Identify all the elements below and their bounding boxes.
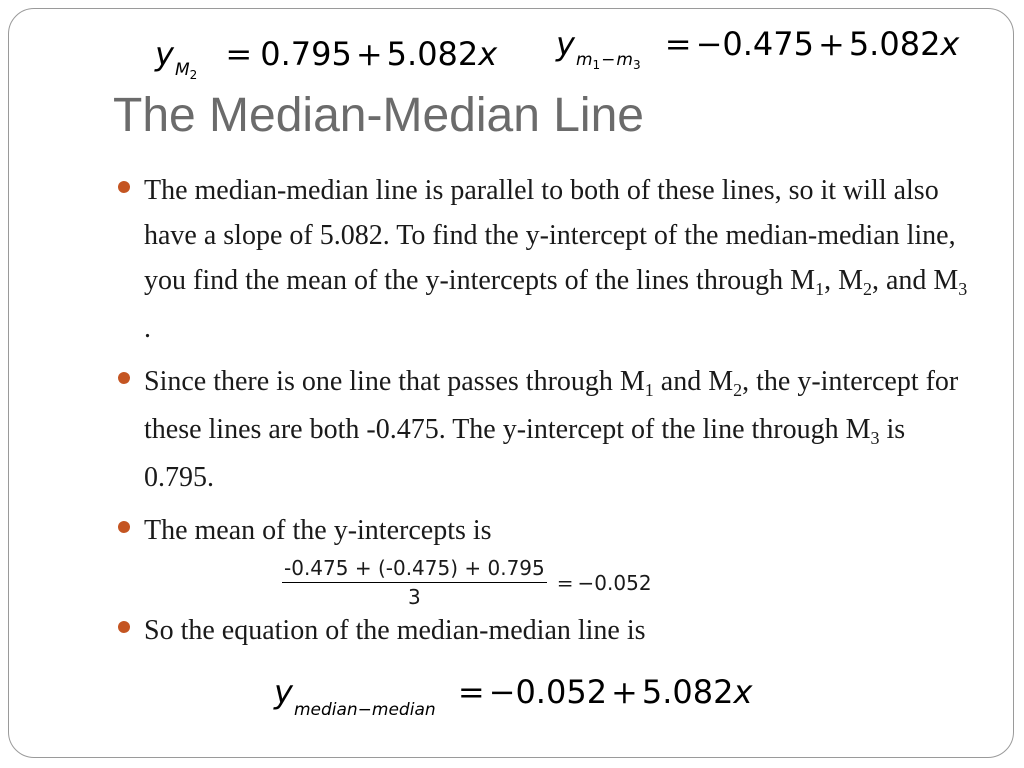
eq-plus: + — [355, 35, 383, 73]
bullet-item-1 — [116, 168, 976, 351]
bullet-text: The mean of the y-intercepts is — [144, 515, 492, 546]
bullet-dot-icon — [118, 521, 130, 533]
fraction-value: 0.052 — [594, 570, 652, 595]
fraction-equals: = — [556, 570, 574, 595]
equation-y-m2 — [155, 35, 498, 82]
subscript: 2 — [733, 380, 743, 400]
eq-sub-b: m — [616, 50, 633, 70]
eq-equals: = — [664, 25, 692, 63]
eq-var: y — [155, 35, 174, 73]
eq-rhs-var: x — [478, 35, 498, 73]
fraction-result — [553, 571, 652, 595]
eq-equals: = — [225, 35, 253, 73]
eq-rhs-b: 5.082 — [848, 25, 941, 63]
eq-var: y — [556, 25, 575, 63]
equation-final — [274, 673, 753, 720]
bullet-list-final — [116, 608, 976, 661]
eq-plus: + — [611, 673, 638, 711]
bullet-dot-icon — [118, 621, 130, 633]
eq-var: y — [274, 673, 293, 711]
bullet-list — [116, 168, 976, 561]
fraction-denominator: 3 — [408, 585, 421, 609]
bullet-text: . — [144, 313, 151, 344]
bullet-item-4 — [116, 608, 976, 653]
bullet-text: , the y-intercept for these lines are both -0.475. The y-intercept of the line through M — [144, 366, 959, 445]
fraction-box — [282, 556, 547, 609]
eq-plus: + — [818, 25, 845, 63]
eq-rhs-var: x — [940, 25, 960, 63]
eq-sub: M — [174, 60, 190, 80]
eq-rhs-b: 5.082 — [386, 35, 479, 73]
eq-equals: = — [457, 673, 485, 711]
bullet-dot-icon — [118, 181, 130, 193]
page-title: The Median-Median Line — [113, 89, 644, 142]
subscript: 3 — [870, 428, 880, 448]
bullet-item-3 — [116, 508, 976, 553]
eq-rhs-a: 0.052 — [515, 673, 608, 711]
subscript: 1 — [644, 380, 654, 400]
bullet-text: The median-median line is parallel to both of these lines, so it will also have a slope of 5.082. To find the y-intercept of the median-median line, you find the mean of the y-intercepts of the lines through M — [144, 175, 956, 296]
bullet-text: , and M — [871, 265, 959, 296]
eq-rhs-b: 5.082 — [641, 673, 734, 711]
bullet-item-2 — [116, 359, 976, 500]
eq-rhs-var: x — [733, 673, 753, 711]
bullet-text: is 0.795. — [144, 414, 906, 493]
eq-neg: − — [695, 25, 723, 63]
equation-y-m1-m3 — [556, 25, 960, 72]
fraction-numerator: -0.475 + (-0.475) + 0.795 — [282, 556, 547, 583]
eq-subsub: 2 — [189, 68, 198, 82]
bullet-text: Since there is one line that passes through M — [144, 366, 645, 397]
eq-sub-b-n: 3 — [632, 58, 641, 72]
eq-rhs-a: 0.475 — [722, 25, 814, 63]
bullet-dot-icon — [118, 372, 130, 384]
eq-neg: − — [488, 673, 516, 711]
eq-sub: median−median — [293, 700, 436, 720]
bullet-text: , M — [824, 265, 863, 296]
subscript: 1 — [815, 279, 825, 299]
mean-fraction — [282, 556, 652, 609]
bullet-text: and M — [653, 366, 734, 397]
eq-sub-a: m — [575, 50, 593, 70]
fraction-neg: − — [577, 570, 595, 595]
eq-sub-dash: − — [601, 50, 616, 70]
subscript: 3 — [958, 279, 968, 299]
eq-rhs-a: 0.795 — [260, 35, 352, 73]
subscript: 2 — [862, 279, 872, 299]
eq-sub-a-n: 1 — [592, 58, 601, 72]
bullet-text: So the equation of the median-median line is — [144, 615, 646, 646]
